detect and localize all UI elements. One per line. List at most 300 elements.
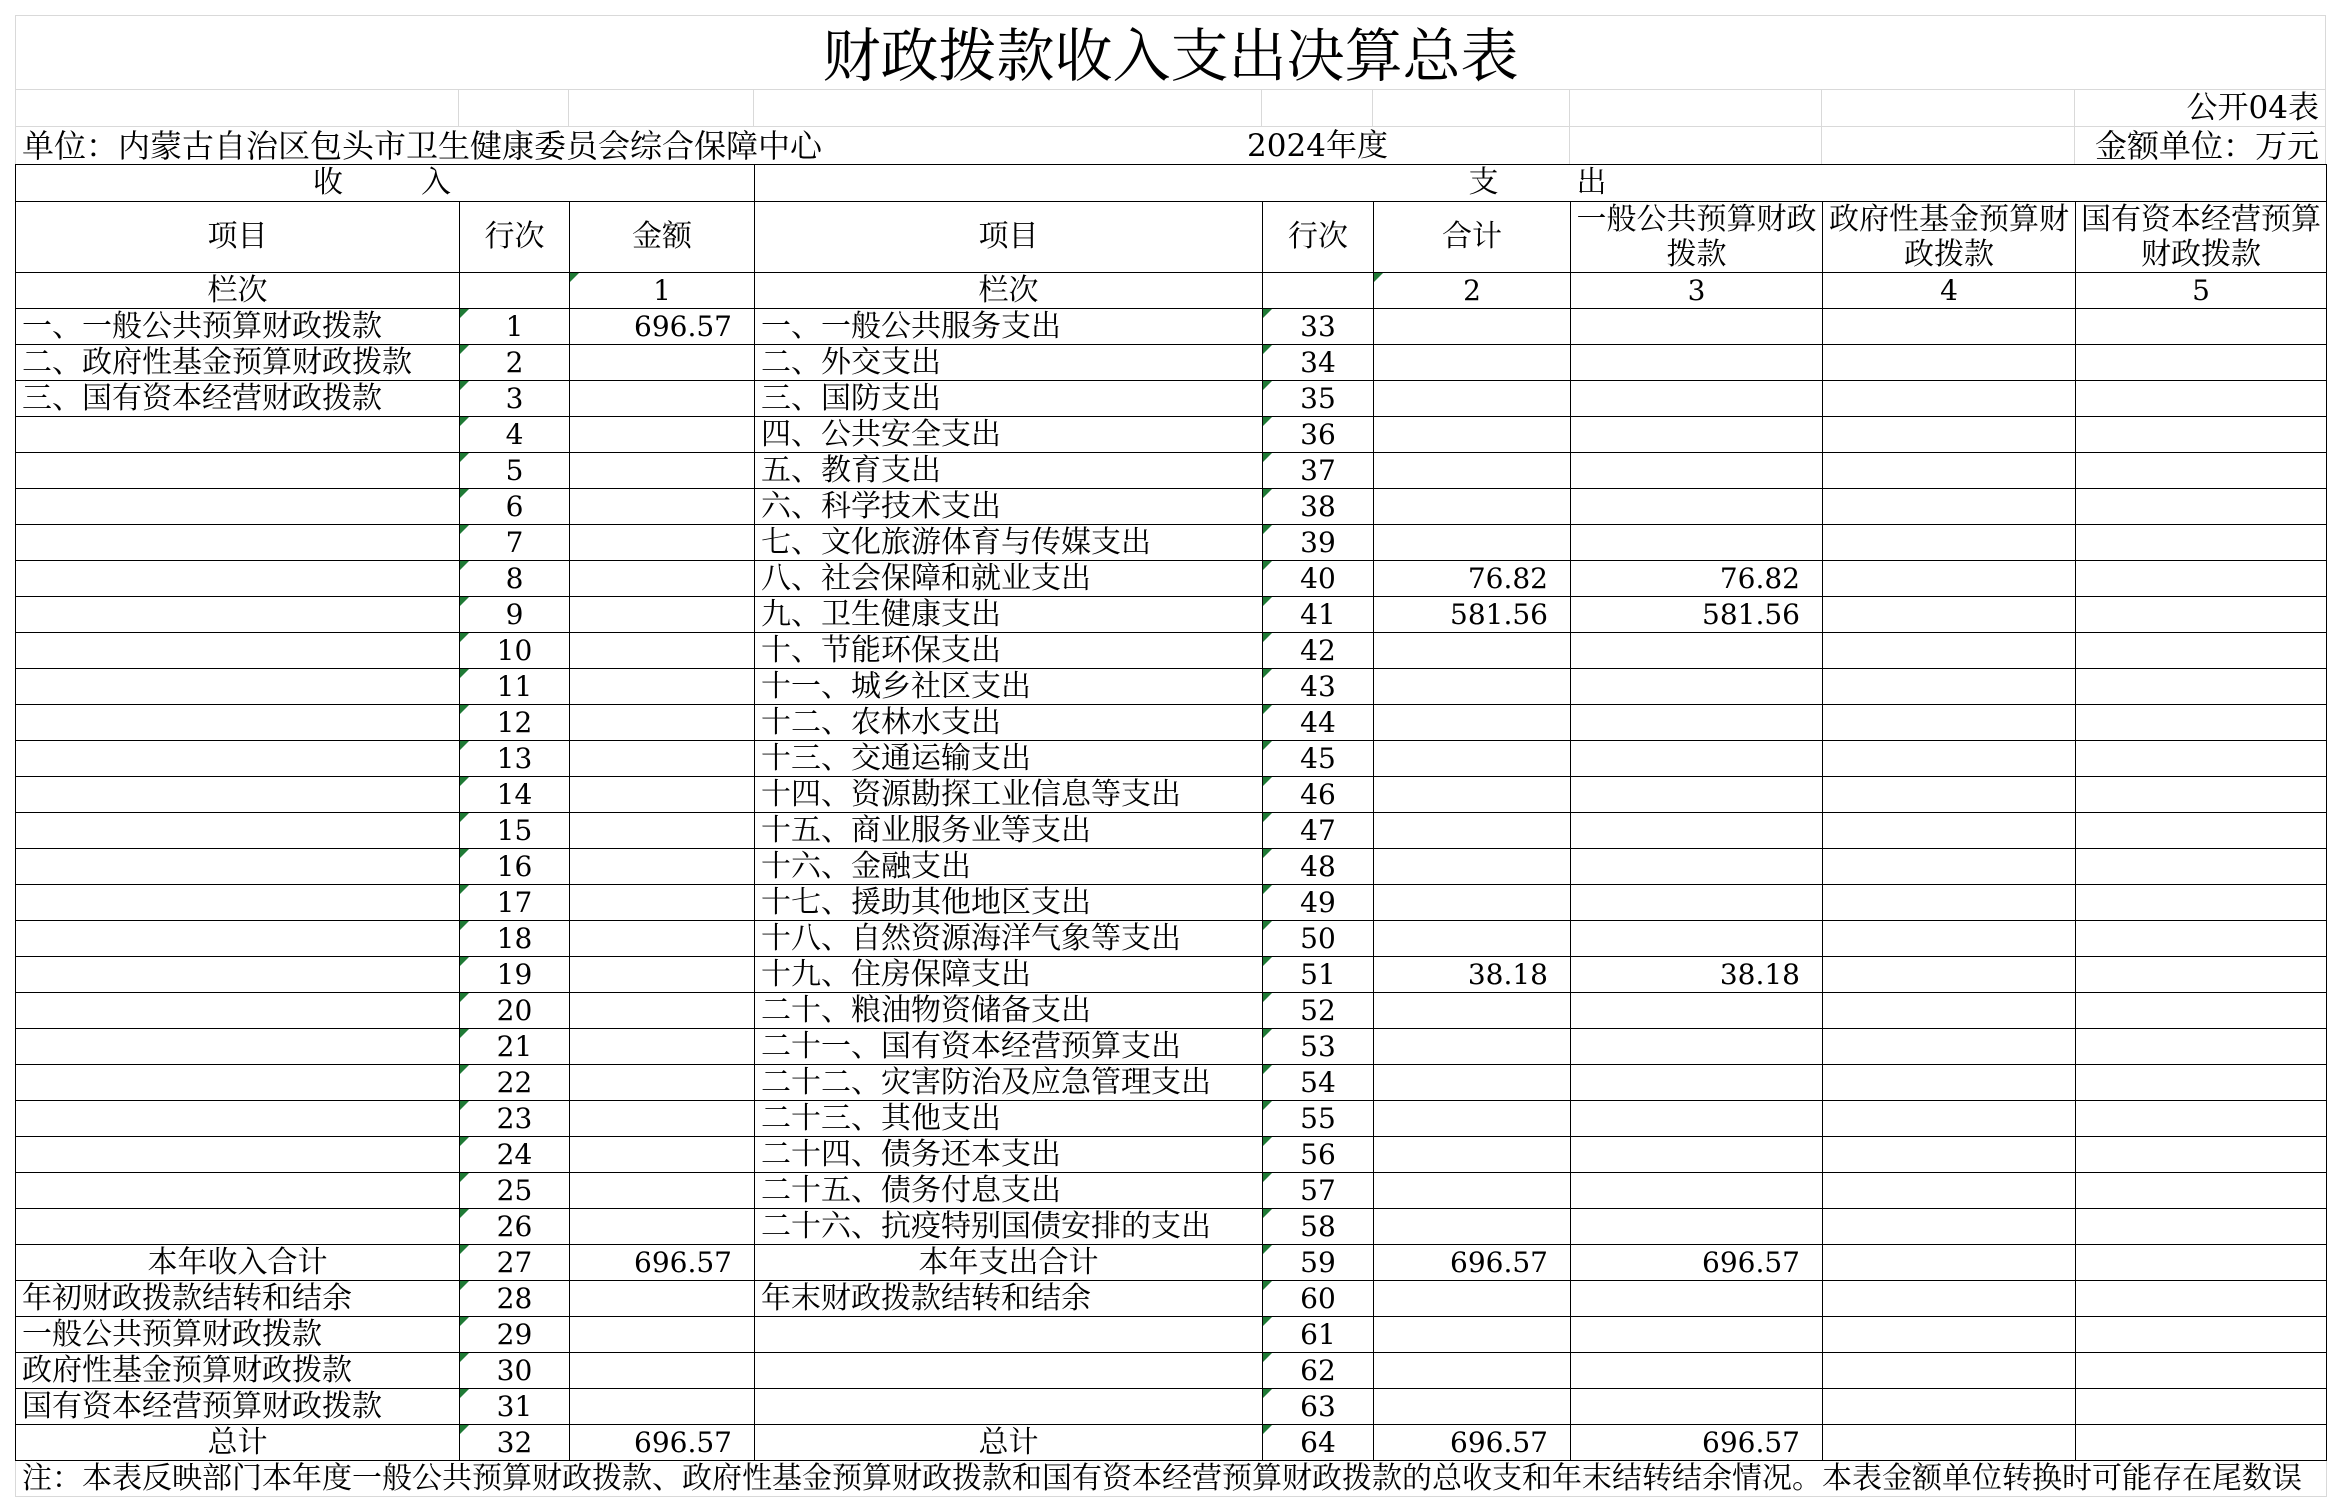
expense-item-cell: 二十一、国有资本经营预算支出	[755, 1029, 1263, 1065]
expense-total-cell	[1374, 849, 1571, 885]
income-line-no-cell: 17	[460, 885, 570, 921]
expense-line-no-cell: 64	[1263, 1425, 1374, 1461]
general-budget-cell	[1571, 633, 1823, 669]
expense-item-cell: 七、文化旅游体育与传媒支出	[755, 525, 1263, 561]
expense-total-colno: 2	[1374, 273, 1571, 309]
income-item-cell	[16, 597, 460, 633]
expense-total-cell	[1374, 381, 1571, 417]
general-budget-header: 一般公共预算财政 拨款	[1571, 202, 1823, 273]
expense-line-no-cell: 43	[1263, 669, 1374, 705]
expense-line-no-cell: 45	[1263, 741, 1374, 777]
income-line-no-cell: 31	[460, 1389, 570, 1425]
income-line-no-cell: 7	[460, 525, 570, 561]
income-amount-cell	[570, 1137, 755, 1173]
expense-total-cell	[1374, 885, 1571, 921]
gov-fund-header: 政府性基金预算财 政拨款	[1823, 202, 2076, 273]
expense-line-no-cell: 33	[1263, 309, 1374, 345]
general-budget-cell	[1571, 885, 1823, 921]
state-capital-cell	[2076, 1137, 2327, 1173]
expense-line-no-cell: 42	[1263, 633, 1374, 669]
income-item-cell: 年初财政拨款结转和结余	[16, 1281, 460, 1317]
income-item-cell: 总计	[16, 1425, 460, 1461]
general-budget-cell	[1571, 1353, 1823, 1389]
gov-fund-cell	[1823, 1137, 2076, 1173]
expense-line-no-cell: 53	[1263, 1029, 1374, 1065]
income-amount-cell	[570, 1209, 755, 1245]
expense-item-cell: 二十、粮油物资储备支出	[755, 993, 1263, 1029]
state-capital-cell	[2076, 417, 2327, 453]
expense-item-cell: 六、科学技术支出	[755, 489, 1263, 525]
general-budget-cell	[1571, 489, 1823, 525]
income-item-cell	[16, 561, 460, 597]
income-item-cell: 一般公共预算财政拨款	[16, 1317, 460, 1353]
general-budget-cell	[1571, 849, 1823, 885]
gov-fund-cell	[1823, 669, 2076, 705]
income-amount-cell	[570, 957, 755, 993]
state-capital-cell	[2076, 741, 2327, 777]
expense-item-cell: 二十六、抗疫特别国债安排的支出	[755, 1209, 1263, 1245]
income-line-no-cell: 15	[460, 813, 570, 849]
state-capital-cell	[2076, 345, 2327, 381]
income-amount-cell	[570, 597, 755, 633]
expense-total-cell	[1374, 489, 1571, 525]
general-budget-cell: 696.57	[1571, 1245, 1823, 1281]
expense-item-cell: 十二、农林水支出	[755, 705, 1263, 741]
income-amount-cell	[570, 417, 755, 453]
income-item-cell	[16, 1101, 460, 1137]
general-budget-cell	[1571, 1065, 1823, 1101]
income-amount-cell	[570, 1029, 755, 1065]
income-amount-cell	[570, 1281, 755, 1317]
state-capital-cell	[2076, 849, 2327, 885]
gov-fund-cell	[1823, 705, 2076, 741]
income-line-no-cell: 11	[460, 669, 570, 705]
state-capital-cell	[2076, 561, 2327, 597]
income-item-cell	[16, 453, 460, 489]
gov-fund-cell	[1823, 777, 2076, 813]
gov-fund-cell	[1823, 921, 2076, 957]
income-amount-cell	[570, 1317, 755, 1353]
expense-line-no-cell: 41	[1263, 597, 1374, 633]
expense-line-no-cell: 55	[1263, 1101, 1374, 1137]
state-capital-cell	[2076, 1173, 2327, 1209]
income-item-cell	[16, 849, 460, 885]
gov-fund-cell	[1823, 489, 2076, 525]
general-budget-cell	[1571, 1101, 1823, 1137]
general-budget-cell	[1571, 1209, 1823, 1245]
income-amount-cell	[570, 705, 755, 741]
income-item-cell	[16, 1029, 460, 1065]
gov-fund-cell	[1823, 1353, 2076, 1389]
income-amount-cell	[570, 453, 755, 489]
income-line-no-cell: 20	[460, 993, 570, 1029]
state-capital-cell	[2076, 309, 2327, 345]
state-capital-header: 国有资本经营预算 财政拨款	[2076, 202, 2327, 273]
blank-cell	[754, 90, 1262, 127]
general-budget-cell	[1571, 1317, 1823, 1353]
income-item-cell	[16, 1137, 460, 1173]
expense-line-no-cell: 51	[1263, 957, 1374, 993]
gov-fund-colno: 4	[1823, 273, 2076, 309]
gov-fund-cell	[1823, 1029, 2076, 1065]
expense-item-cell: 十一、城乡社区支出	[755, 669, 1263, 705]
gov-fund-cell	[1823, 1245, 2076, 1281]
blank-cell	[1570, 127, 1822, 164]
expense-item-cell	[755, 1317, 1263, 1353]
blank-cell	[15, 90, 459, 127]
income-line-no-cell: 16	[460, 849, 570, 885]
expense-item-cell: 二十五、债务付息支出	[755, 1173, 1263, 1209]
income-line-no-cell: 6	[460, 489, 570, 525]
income-item-cell	[16, 525, 460, 561]
gov-fund-cell	[1823, 1281, 2076, 1317]
general-budget-cell	[1571, 669, 1823, 705]
state-capital-cell	[2076, 1245, 2327, 1281]
state-capital-cell	[2076, 921, 2327, 957]
income-item-header: 项目	[16, 202, 460, 273]
expense-total-header: 合计	[1374, 202, 1571, 273]
expense-item-cell: 五、教育支出	[755, 453, 1263, 489]
income-line-no-cell: 9	[460, 597, 570, 633]
state-capital-cell	[2076, 705, 2327, 741]
blank-cell	[1373, 127, 1570, 164]
income-line-no-cell: 30	[460, 1353, 570, 1389]
expense-line-no-cell: 38	[1263, 489, 1374, 525]
expense-line-no-cell: 56	[1263, 1137, 1374, 1173]
expense-line-no-cell: 50	[1263, 921, 1374, 957]
income-amount-cell	[570, 1065, 755, 1101]
expense-item-cell: 三、国防支出	[755, 381, 1263, 417]
gov-fund-cell	[1823, 1209, 2076, 1245]
expense-total-cell	[1374, 417, 1571, 453]
income-line-no-cell: 32	[460, 1425, 570, 1461]
income-amount-cell	[570, 525, 755, 561]
report-heading	[15, 15, 2326, 164]
expense-item-cell: 十六、金融支出	[755, 849, 1263, 885]
general-budget-cell	[1571, 453, 1823, 489]
general-budget-cell	[1571, 741, 1823, 777]
income-item-cell	[16, 885, 460, 921]
general-budget-cell: 76.82	[1571, 561, 1823, 597]
income-item-cell	[16, 1209, 460, 1245]
expense-line-no-cell: 62	[1263, 1353, 1374, 1389]
expense-item-cell: 年末财政拨款结转和结余	[755, 1281, 1263, 1317]
income-amount-cell	[570, 993, 755, 1029]
income-item-cell: 政府性基金预算财政拨款	[16, 1353, 460, 1389]
general-budget-cell	[1571, 1389, 1823, 1425]
expense-line-no-cell: 54	[1263, 1065, 1374, 1101]
income-amount-cell	[570, 741, 755, 777]
expense-line-no-cell: 63	[1263, 1389, 1374, 1425]
income-line-no-cell: 12	[460, 705, 570, 741]
income-item-cell: 一、一般公共预算财政拨款	[16, 309, 460, 345]
income-item-cell	[16, 705, 460, 741]
income-line-no-cell: 23	[460, 1101, 570, 1137]
general-budget-cell	[1571, 1281, 1823, 1317]
state-capital-cell	[2076, 1281, 2327, 1317]
income-amount-header: 金额	[570, 202, 755, 273]
income-amount-cell	[570, 1173, 755, 1209]
general-budget-cell: 581.56	[1571, 597, 1823, 633]
expense-line-no-cell: 35	[1263, 381, 1374, 417]
expense-item-cell: 十四、资源勘探工业信息等支出	[755, 777, 1263, 813]
income-line-no-cell: 24	[460, 1137, 570, 1173]
income-line-no-cell: 19	[460, 957, 570, 993]
income-amount-cell	[570, 381, 755, 417]
expense-total-cell	[1374, 1281, 1571, 1317]
expense-line-no-cell: 59	[1263, 1245, 1374, 1281]
state-capital-cell	[2076, 453, 2327, 489]
income-line-no-cell: 26	[460, 1209, 570, 1245]
state-capital-cell	[2076, 1353, 2327, 1389]
state-capital-cell	[2076, 1209, 2327, 1245]
expense-total-cell	[1374, 921, 1571, 957]
blank-cell	[1570, 90, 1822, 127]
income-line-no-cell: 14	[460, 777, 570, 813]
income-amount-cell	[570, 1389, 755, 1425]
income-item-cell	[16, 777, 460, 813]
income-item-colno: 栏次	[16, 273, 460, 309]
expense-total-cell	[1374, 1389, 1571, 1425]
income-line-no-cell: 3	[460, 381, 570, 417]
state-capital-cell	[2076, 669, 2327, 705]
gov-fund-cell	[1823, 1389, 2076, 1425]
expense-total-cell	[1374, 741, 1571, 777]
expense-total-cell	[1374, 1137, 1571, 1173]
fiscal-year-label: 2024年度	[1247, 127, 1388, 164]
state-capital-cell	[2076, 525, 2327, 561]
gov-fund-cell	[1823, 1065, 2076, 1101]
expense-line-no-cell: 48	[1263, 849, 1374, 885]
blank-cell	[1262, 90, 1373, 127]
expense-total-cell	[1374, 1029, 1571, 1065]
expense-item-cell: 二十三、其他支出	[755, 1101, 1263, 1137]
general-budget-cell	[1571, 993, 1823, 1029]
expense-total-cell	[1374, 453, 1571, 489]
expense-total-cell	[1374, 525, 1571, 561]
blank-cell	[1822, 90, 2075, 127]
income-line-colno	[460, 273, 570, 309]
gov-fund-cell	[1823, 1317, 2076, 1353]
income-line-no-cell: 2	[460, 345, 570, 381]
expense-item-cell: 八、社会保障和就业支出	[755, 561, 1263, 597]
income-item-cell: 三、国有资本经营财政拨款	[16, 381, 460, 417]
gov-fund-cell	[1823, 885, 2076, 921]
income-line-no-cell: 5	[460, 453, 570, 489]
gov-fund-cell	[1823, 993, 2076, 1029]
general-budget-cell	[1571, 1029, 1823, 1065]
unit-label: 单位：内蒙古自治区包头市卫生健康委员会综合保障中心	[15, 127, 1262, 164]
income-item-cell: 二、政府性基金预算财政拨款	[16, 345, 460, 381]
gov-fund-cell	[1823, 849, 2076, 885]
general-budget-cell	[1571, 705, 1823, 741]
gov-fund-cell	[1823, 633, 2076, 669]
income-line-no-cell: 22	[460, 1065, 570, 1101]
income-item-cell	[16, 489, 460, 525]
state-capital-cell	[2076, 1389, 2327, 1425]
general-budget-cell	[1571, 1173, 1823, 1209]
state-capital-cell	[2076, 1425, 2327, 1461]
expense-item-cell: 二十四、债务还本支出	[755, 1137, 1263, 1173]
expense-item-cell: 二、外交支出	[755, 345, 1263, 381]
state-capital-cell	[2076, 633, 2327, 669]
income-line-no-cell: 25	[460, 1173, 570, 1209]
income-amount-cell	[570, 777, 755, 813]
income-amount-cell	[570, 1101, 755, 1137]
expense-line-no-cell: 39	[1263, 525, 1374, 561]
gov-fund-cell	[1823, 957, 2076, 993]
blank-cell	[459, 90, 569, 127]
gov-fund-cell	[1823, 741, 2076, 777]
blank-cell	[569, 90, 754, 127]
expense-line-header: 行次	[1263, 202, 1374, 273]
general-budget-cell: 38.18	[1571, 957, 1823, 993]
expense-total-cell	[1374, 1065, 1571, 1101]
income-item-cell	[16, 957, 460, 993]
state-capital-cell	[2076, 885, 2327, 921]
expense-line-no-cell: 60	[1263, 1281, 1374, 1317]
expense-item-cell	[755, 1389, 1263, 1425]
state-capital-cell	[2076, 777, 2327, 813]
state-capital-cell	[2076, 957, 2327, 993]
gov-fund-cell	[1823, 417, 2076, 453]
general-budget-cell	[1571, 525, 1823, 561]
expense-item-cell: 一、一般公共服务支出	[755, 309, 1263, 345]
income-item-cell	[16, 921, 460, 957]
income-line-no-cell: 4	[460, 417, 570, 453]
state-capital-cell	[2076, 489, 2327, 525]
expense-line-no-cell: 57	[1263, 1173, 1374, 1209]
income-item-cell	[16, 1065, 460, 1101]
expense-total-cell: 696.57	[1374, 1245, 1571, 1281]
unit-row	[15, 127, 2326, 164]
gov-fund-cell	[1823, 1101, 2076, 1137]
expense-item-cell: 二十二、灾害防治及应急管理支出	[755, 1065, 1263, 1101]
expense-item-cell: 十三、交通运输支出	[755, 741, 1263, 777]
state-capital-cell	[2076, 993, 2327, 1029]
state-capital-cell	[2076, 813, 2327, 849]
expense-item-cell	[755, 1353, 1263, 1389]
expense-line-no-cell: 61	[1263, 1317, 1374, 1353]
expense-line-no-cell: 52	[1263, 993, 1374, 1029]
state-capital-cell	[2076, 597, 2327, 633]
form-code-label: 公开04表	[2075, 90, 2326, 127]
expense-item-cell: 九、卫生健康支出	[755, 597, 1263, 633]
expense-line-no-cell: 49	[1263, 885, 1374, 921]
gov-fund-cell	[1823, 1425, 2076, 1461]
expense-total-cell	[1374, 1173, 1571, 1209]
gov-fund-cell	[1823, 345, 2076, 381]
income-item-cell	[16, 669, 460, 705]
blank-cell	[1373, 90, 1570, 127]
expense-item-colno: 栏次	[755, 273, 1263, 309]
income-line-no-cell: 29	[460, 1317, 570, 1353]
income-item-cell	[16, 813, 460, 849]
income-amount-cell	[570, 885, 755, 921]
income-item-cell	[16, 741, 460, 777]
expense-line-colno	[1263, 273, 1374, 309]
income-item-cell	[16, 633, 460, 669]
expense-line-no-cell: 47	[1263, 813, 1374, 849]
income-item-cell	[16, 1173, 460, 1209]
expense-total-cell: 696.57	[1374, 1425, 1571, 1461]
expense-line-no-cell: 46	[1263, 777, 1374, 813]
income-amount-cell	[570, 849, 755, 885]
income-line-no-cell: 1	[460, 309, 570, 345]
expense-line-no-cell: 40	[1263, 561, 1374, 597]
expense-section-header: 支 出	[755, 165, 2327, 202]
expense-item-cell: 本年支出合计	[755, 1245, 1263, 1281]
general-budget-cell	[1571, 381, 1823, 417]
general-budget-cell: 696.57	[1571, 1425, 1823, 1461]
income-amount-cell	[570, 669, 755, 705]
state-capital-cell	[2076, 1029, 2327, 1065]
expense-item-cell: 十七、援助其他地区支出	[755, 885, 1263, 921]
expense-total-cell	[1374, 669, 1571, 705]
income-line-no-cell: 18	[460, 921, 570, 957]
expense-item-cell: 十八、自然资源海洋气象等支出	[755, 921, 1263, 957]
state-capital-colno: 5	[2076, 273, 2327, 309]
gov-fund-cell	[1823, 309, 2076, 345]
income-amount-cell	[570, 345, 755, 381]
expense-line-no-cell: 58	[1263, 1209, 1374, 1245]
expense-item-cell: 十九、住房保障支出	[755, 957, 1263, 993]
expense-line-no-cell: 34	[1263, 345, 1374, 381]
expense-line-no-cell: 44	[1263, 705, 1374, 741]
expense-total-cell: 76.82	[1374, 561, 1571, 597]
expense-total-cell	[1374, 705, 1571, 741]
expense-item-cell: 十、节能环保支出	[755, 633, 1263, 669]
general-budget-cell	[1571, 1137, 1823, 1173]
expense-total-cell	[1374, 1353, 1571, 1389]
income-line-no-cell: 10	[460, 633, 570, 669]
footnote: 注：本表反映部门本年度一般公共预算财政拨款、政府性基金预算财政拨款和国有资本经营预算财政拨款的总收支和年末结转结余情况。本表金额单位转换时可能存在尾数误	[15, 1461, 2327, 1497]
income-amount-cell	[570, 489, 755, 525]
expense-item-cell: 四、公共安全支出	[755, 417, 1263, 453]
expense-total-cell	[1374, 309, 1571, 345]
income-item-cell	[16, 417, 460, 453]
expense-total-cell: 38.18	[1374, 957, 1571, 993]
income-amount-cell	[570, 1353, 755, 1389]
income-amount-colno: 1	[570, 273, 755, 309]
general-budget-cell	[1571, 777, 1823, 813]
expense-total-cell	[1374, 993, 1571, 1029]
income-line-no-cell: 13	[460, 741, 570, 777]
income-amount-cell	[570, 921, 755, 957]
expense-line-no-cell: 37	[1263, 453, 1374, 489]
income-amount-cell: 696.57	[570, 1425, 755, 1461]
expense-total-cell	[1374, 1317, 1571, 1353]
income-item-cell	[16, 993, 460, 1029]
general-budget-colno: 3	[1571, 273, 1823, 309]
page-title: 财政拨款收入支出决算总表	[15, 15, 2326, 90]
expense-total-cell	[1374, 777, 1571, 813]
income-line-no-cell: 28	[460, 1281, 570, 1317]
expense-total-cell	[1374, 633, 1571, 669]
expense-total-cell	[1374, 813, 1571, 849]
gov-fund-cell	[1823, 561, 2076, 597]
expense-item-header: 项目	[755, 202, 1263, 273]
expense-item-cell: 十五、商业服务业等支出	[755, 813, 1263, 849]
general-budget-cell	[1571, 309, 1823, 345]
state-capital-cell	[2076, 1065, 2327, 1101]
amount-unit-label: 金额单位：万元	[2075, 127, 2326, 164]
income-amount-cell	[570, 633, 755, 669]
state-capital-cell	[2076, 1101, 2327, 1137]
state-capital-cell	[2076, 381, 2327, 417]
general-budget-cell	[1571, 921, 1823, 957]
expense-total-cell	[1374, 1209, 1571, 1245]
